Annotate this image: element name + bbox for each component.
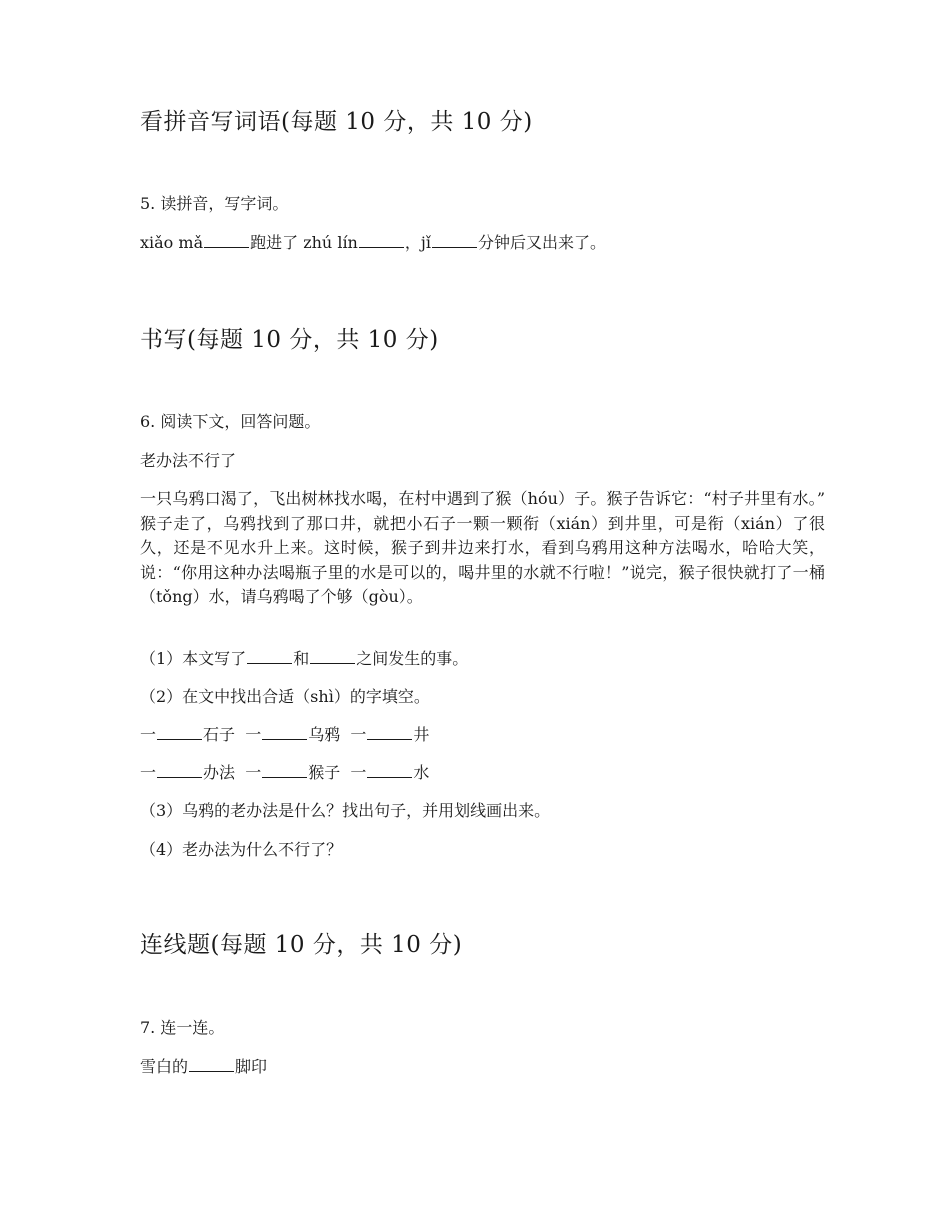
section-title-pinyin: 看拼音写词语(每题 10 分，共 10 分) [140, 109, 533, 135]
answer-blank[interactable] [157, 724, 202, 740]
question-7-prompt: 7. 连一连。 [140, 1018, 225, 1037]
fill-text: 一 [140, 725, 157, 744]
sub-question-2: （2）在文中找出合适（shì）的字填空。 [140, 687, 430, 706]
answer-blank[interactable] [247, 648, 292, 664]
sub-question-1-text: 和 [293, 649, 310, 668]
fill-text: 一 [140, 763, 157, 782]
section-title-matching: 连线题(每题 10 分，共 10 分) [140, 932, 463, 958]
fill-text: 乌鸦 一 [308, 725, 367, 744]
fill-text: 猴子 一 [308, 763, 367, 782]
passage-title: 老办法不行了 [140, 451, 237, 470]
matching-right: 脚印 [235, 1057, 268, 1076]
fill-text: 井 [413, 725, 430, 744]
pinyin-segment: 跑进了 zhú lín [250, 233, 358, 252]
fill-row-1 [140, 724, 429, 746]
sub-question-3: （3）乌鸦的老办法是什么？找出句子，并用划线画出来。 [140, 801, 551, 820]
answer-blank[interactable] [157, 762, 202, 778]
sub-question-1-text: （1）本文写了 [140, 649, 247, 668]
answer-blank[interactable] [262, 724, 307, 740]
sub-question-4: （4）老办法为什么不行了？ [140, 840, 343, 859]
matching-item [140, 1056, 267, 1078]
answer-blank[interactable] [204, 232, 249, 248]
pinyin-segment: ，jǐ [404, 233, 431, 252]
reading-passage: 一只乌鸦口渴了，飞出树林找水喝，在村中遇到了猴（hóu）子。猴子告诉它：“村子井里有水。” 猴子走了，乌鸦找到了那口井，就把小石子一颗一颗衔（xián）到井里，可是衔（xián）了很久，还是不见水升上来。这时候，猴子到井边来打水，看到乌鸦用这种方法喝水，哈哈大笑，说：“你用这种办法喝瓶子里的水是可以的，喝井里的水就不行啦！”说完，猴子很快就打了一桶（tǒng）水，请乌鸦喝了个够（gòu）。 [140, 489, 825, 606]
question-5-prompt: 5. 读拼音，写字词。 [140, 194, 289, 213]
answer-blank[interactable] [310, 648, 355, 664]
pinyin-segment: 分钟后又出来了。 [477, 233, 606, 252]
question-5-line [140, 232, 606, 254]
fill-text: 水 [413, 763, 430, 782]
pinyin-segment: xiǎo mǎ [140, 233, 204, 252]
sub-question-1-text: 之间发生的事。 [356, 649, 469, 668]
fill-row-2 [140, 762, 429, 784]
question-6-prompt: 6. 阅读下文，回答问题。 [140, 412, 321, 431]
answer-blank[interactable] [189, 1056, 234, 1072]
matching-left: 雪白的 [140, 1057, 189, 1076]
answer-blank[interactable] [359, 232, 404, 248]
sub-question-1 [140, 648, 468, 670]
answer-blank[interactable] [367, 724, 412, 740]
answer-blank[interactable] [262, 762, 307, 778]
fill-text: 石子 一 [203, 725, 262, 744]
answer-blank[interactable] [367, 762, 412, 778]
fill-text: 办法 一 [203, 763, 262, 782]
section-title-writing: 书写(每题 10 分，共 10 分) [140, 327, 439, 353]
answer-blank[interactable] [432, 232, 477, 248]
